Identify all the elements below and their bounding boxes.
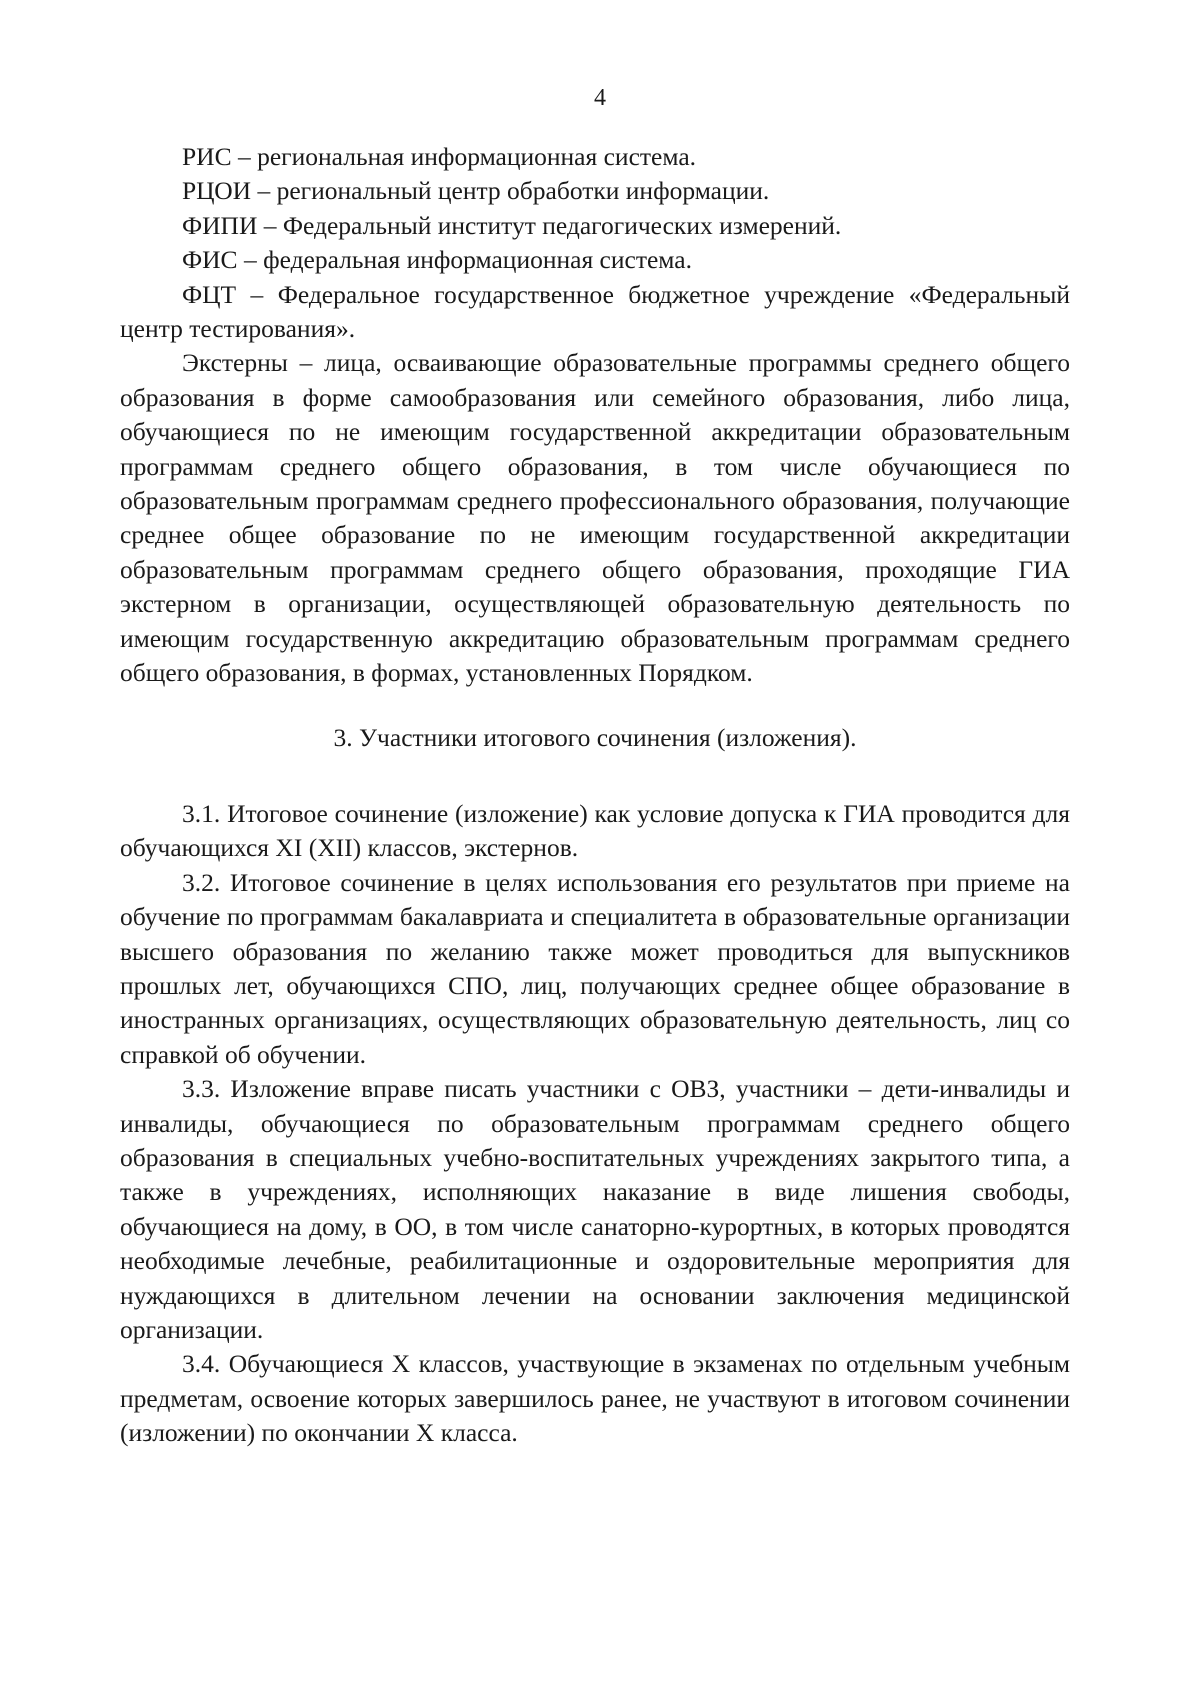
- definition-externs: Экстерны – лица, осваивающие образовательные программы среднего общего образования в форме самообразования или семейного образования, либо лица, обучающиеся по не имеющим государственной аккредитации образовательным программам среднего общего образования, в том числе обучающиеся по образовательным программам среднего профессионального образования, получающие среднее общее образование по не имеющим государственной аккредитации образовательным программам среднего общего образования, проходящие ГИА экстерном в организации, осуществляющей образовательную деятельность по имеющим государственную аккредитацию образовательным программам среднего общего образования, в формах, установленных Порядком.: [120, 348, 1070, 688]
- definition-fis: ФИС – федеральная информационная система.: [182, 245, 692, 275]
- paragraph-3-1: 3.1. Итоговое сочинение (изложение) как условие допуска к ГИА проводится для обучающихся XI (XII) классов, экстернов.: [120, 798, 1070, 863]
- paragraph-3-3: 3.3. Изложение вправе писать участники с ОВЗ, участники – дети-инвалиды и инвалиды, обучающиеся по образовательным программам среднего общего образования в специальных учебно-воспитательных учреждениях закрытого типа, а также в учреждениях, исполняющих наказание в виде лишения свободы, обучающиеся на дому, в ОО, в том числе санаторно-курортных, в которых проводятся необходимые лечебные, реабилитационные и оздоровительные мероприятия для нуждающихся в длительном лечении на основании заключения медицинской организации.: [120, 1074, 1070, 1344]
- page-number: 4: [594, 85, 606, 111]
- definition-ris: РИС – региональная информационная система.: [182, 142, 697, 171]
- paragraph-3-2: 3.2. Итоговое сочинение в целях использования его результатов при приеме на обучение по программам бакалавриата и специалитета в образовательные организации высшего образования по желанию также может проводиться для выпускников прошлых лет, обучающихся СПО, лиц, получающих среднее общее образование в иностранных организациях, осуществляющих образовательную деятельность, лиц со справкой об обучении.: [120, 867, 1070, 1069]
- section-heading: 3. Участники итогового сочинения (изложения).: [333, 722, 857, 752]
- definition-fipi: ФИПИ – Федеральный институт педагогических измерений.: [182, 210, 842, 240]
- paragraph-3-4: 3.4. Обучающиеся X классов, участвующие в экзаменах по отдельным учебным предметам, освоение которых завершилось ранее, не участвуют в итоговом сочинении (изложении) по окончании X класса.: [120, 1349, 1070, 1448]
- definition-rcoi: РЦОИ – региональный центр обработки информации.: [182, 176, 770, 206]
- definition-fct: ФЦТ – Федеральное государственное бюджетное учреждение «Федеральный центр тестирования».: [120, 279, 1070, 344]
- document-body: [120, 140, 1070, 1451]
